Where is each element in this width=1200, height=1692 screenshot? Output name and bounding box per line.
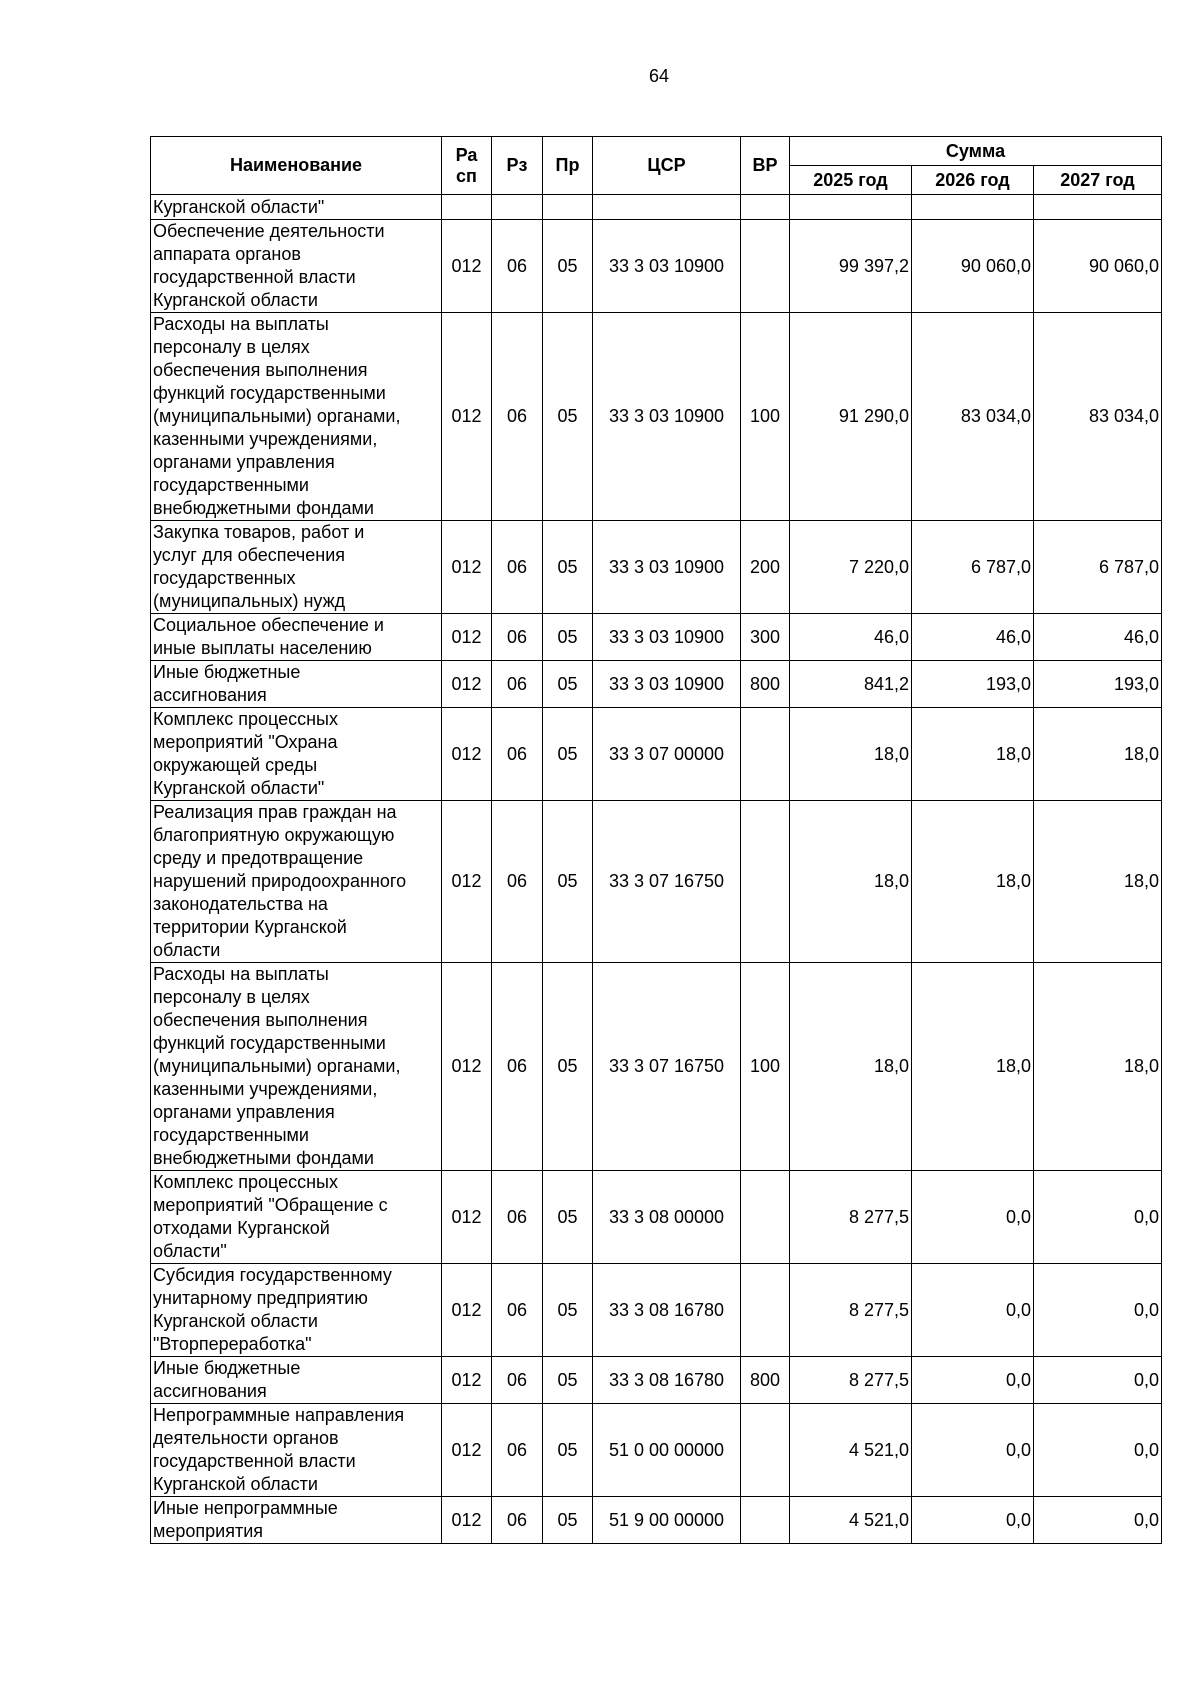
cell-2025: 91 290,0 xyxy=(790,313,912,521)
cell-name xyxy=(151,1497,442,1544)
cell-2026: 193,0 xyxy=(912,661,1034,708)
cell-name-line: Расходы на выплаты xyxy=(153,314,329,334)
cell-2025: 4 521,0 xyxy=(790,1404,912,1497)
cell-name-line: государственной власти xyxy=(153,267,356,287)
cell-name xyxy=(151,195,442,220)
cell-2025: 8 277,5 xyxy=(790,1171,912,1264)
cell-pr: 05 xyxy=(543,521,593,614)
cell-2027: 18,0 xyxy=(1034,963,1162,1171)
cell-2026 xyxy=(912,195,1034,220)
cell-2026: 18,0 xyxy=(912,708,1034,801)
cell-name-line: мероприятия xyxy=(153,1521,264,1541)
page-number: 64 xyxy=(648,66,670,86)
cell-name-line: среду и предотвращение xyxy=(153,848,364,868)
cell-rasp: 012 xyxy=(442,614,492,661)
cell-name-line: благоприятную окружающую xyxy=(153,825,395,845)
header-vr: ВР xyxy=(741,137,790,195)
cell-rasp: 012 xyxy=(442,220,492,313)
cell-csr: 33 3 08 00000 xyxy=(593,1171,741,1264)
table-row xyxy=(151,313,1162,521)
cell-name-line: Непрограммные направления xyxy=(153,1405,405,1425)
cell-rz: 06 xyxy=(492,1404,543,1497)
cell-2027: 46,0 xyxy=(1034,614,1162,661)
cell-2026: 0,0 xyxy=(912,1404,1034,1497)
cell-vr xyxy=(741,195,790,220)
cell-2025: 18,0 xyxy=(790,963,912,1171)
header-name: Наименование xyxy=(151,137,442,195)
cell-name-line: Курганской области xyxy=(153,290,318,310)
cell-csr: 33 3 07 16750 xyxy=(593,963,741,1171)
cell-2025: 4 521,0 xyxy=(790,1497,912,1544)
table-row xyxy=(151,1357,1162,1404)
table-row xyxy=(151,801,1162,963)
cell-vr: 200 xyxy=(741,521,790,614)
cell-rz xyxy=(492,195,543,220)
cell-name-line: нарушений природоохранного xyxy=(153,871,407,891)
cell-name-line: аппарата органов xyxy=(153,244,301,264)
cell-2026: 83 034,0 xyxy=(912,313,1034,521)
cell-pr: 05 xyxy=(543,963,593,1171)
budget-table xyxy=(150,136,1162,1544)
cell-name-line: унитарному предприятию xyxy=(153,1288,368,1308)
cell-2027: 18,0 xyxy=(1034,708,1162,801)
cell-2025: 46,0 xyxy=(790,614,912,661)
cell-vr: 800 xyxy=(741,661,790,708)
cell-name-line: Реализация прав граждан на xyxy=(153,802,397,822)
cell-name-line: Социальное обеспечение и xyxy=(153,615,384,635)
cell-name-line: (муниципальными) органами, xyxy=(153,1056,401,1076)
cell-name xyxy=(151,708,442,801)
cell-name-line: Комплекс процессных xyxy=(153,1172,338,1192)
cell-name-line: Иные непрограммные xyxy=(153,1498,338,1518)
cell-name-line: казенными учреждениями, xyxy=(153,1079,378,1099)
table-row xyxy=(151,195,1162,220)
cell-name-line: законодательства на xyxy=(153,894,328,914)
cell-vr: 100 xyxy=(741,313,790,521)
cell-2027: 90 060,0 xyxy=(1034,220,1162,313)
cell-2025: 99 397,2 xyxy=(790,220,912,313)
table-row xyxy=(151,963,1162,1171)
cell-name-line: мероприятий "Охрана xyxy=(153,732,338,752)
cell-pr: 05 xyxy=(543,1171,593,1264)
cell-csr: 33 3 03 10900 xyxy=(593,220,741,313)
cell-name-line: территории Курганской xyxy=(153,917,347,937)
cell-name xyxy=(151,661,442,708)
header-rasp xyxy=(442,137,492,195)
header-rz: Рз xyxy=(492,137,543,195)
table-row xyxy=(151,1171,1162,1264)
cell-2025: 8 277,5 xyxy=(790,1264,912,1357)
cell-name-line: государственных xyxy=(153,568,296,588)
cell-rasp xyxy=(442,195,492,220)
cell-rz: 06 xyxy=(492,521,543,614)
cell-rasp: 012 xyxy=(442,1497,492,1544)
cell-csr: 51 0 00 00000 xyxy=(593,1404,741,1497)
cell-name-line: деятельности органов xyxy=(153,1428,339,1448)
cell-rz: 06 xyxy=(492,614,543,661)
cell-name-line: государственными xyxy=(153,1125,309,1145)
cell-name-line: Расходы на выплаты xyxy=(153,964,329,984)
cell-name-line: Закупка товаров, работ и xyxy=(153,522,365,542)
cell-pr: 05 xyxy=(543,1497,593,1544)
cell-rz: 06 xyxy=(492,708,543,801)
cell-vr xyxy=(741,801,790,963)
cell-vr: 300 xyxy=(741,614,790,661)
cell-name-line: ассигнования xyxy=(153,1381,267,1401)
cell-name-line: отходами Курганской xyxy=(153,1218,330,1238)
cell-name-line: Курганской области" xyxy=(153,778,325,798)
cell-vr: 100 xyxy=(741,963,790,1171)
cell-2025: 18,0 xyxy=(790,801,912,963)
cell-name-line: окружающей среды xyxy=(153,755,318,775)
cell-2026: 0,0 xyxy=(912,1357,1034,1404)
cell-rasp: 012 xyxy=(442,708,492,801)
cell-name-line: Курганской области xyxy=(153,1474,318,1494)
cell-name-line: (муниципальных) нужд xyxy=(153,591,346,611)
cell-csr: 51 9 00 00000 xyxy=(593,1497,741,1544)
cell-name-line: казенными учреждениями, xyxy=(153,429,378,449)
cell-rz: 06 xyxy=(492,1264,543,1357)
cell-2026: 18,0 xyxy=(912,801,1034,963)
cell-csr: 33 3 07 00000 xyxy=(593,708,741,801)
cell-name-line: обеспечения выполнения xyxy=(153,360,368,380)
cell-name-line: Курганской области xyxy=(153,1311,318,1331)
cell-pr: 05 xyxy=(543,220,593,313)
cell-name-line: внебюджетными фондами xyxy=(153,498,374,518)
cell-pr: 05 xyxy=(543,801,593,963)
cell-csr: 33 3 03 10900 xyxy=(593,521,741,614)
cell-name-line: услуг для обеспечения xyxy=(153,545,346,565)
cell-vr xyxy=(741,1404,790,1497)
cell-2025: 7 220,0 xyxy=(790,521,912,614)
cell-name xyxy=(151,521,442,614)
cell-name xyxy=(151,1357,442,1404)
cell-2027 xyxy=(1034,195,1162,220)
cell-vr xyxy=(741,1264,790,1357)
cell-vr: 800 xyxy=(741,1357,790,1404)
cell-name-line: органами управления xyxy=(153,1102,335,1122)
cell-rz: 06 xyxy=(492,1171,543,1264)
cell-name-line: обеспечения выполнения xyxy=(153,1010,368,1030)
cell-name xyxy=(151,963,442,1171)
cell-name xyxy=(151,313,442,521)
cell-pr: 05 xyxy=(543,661,593,708)
table-row xyxy=(151,708,1162,801)
cell-rasp: 012 xyxy=(442,661,492,708)
cell-pr: 05 xyxy=(543,313,593,521)
cell-csr xyxy=(593,195,741,220)
cell-name-line: персоналу в целях xyxy=(153,337,310,357)
cell-rz: 06 xyxy=(492,963,543,1171)
cell-2026: 0,0 xyxy=(912,1264,1034,1357)
cell-name-line: ассигнования xyxy=(153,685,267,705)
cell-rasp: 012 xyxy=(442,1357,492,1404)
cell-pr: 05 xyxy=(543,1404,593,1497)
cell-rasp: 012 xyxy=(442,1171,492,1264)
cell-name xyxy=(151,614,442,661)
cell-2027: 0,0 xyxy=(1034,1497,1162,1544)
cell-rasp: 012 xyxy=(442,1264,492,1357)
cell-name xyxy=(151,1264,442,1357)
table-row xyxy=(151,1264,1162,1357)
header-rasp-line1: Ра xyxy=(455,144,478,165)
table-header xyxy=(151,137,1162,195)
cell-name-line: Обеспечение деятельности xyxy=(153,221,385,241)
cell-2027: 18,0 xyxy=(1034,801,1162,963)
header-csr: ЦСР xyxy=(593,137,741,195)
cell-name-line: персоналу в целях xyxy=(153,987,310,1007)
cell-name-line: внебюджетными фондами xyxy=(153,1148,374,1168)
cell-2027: 0,0 xyxy=(1034,1357,1162,1404)
cell-pr: 05 xyxy=(543,1357,593,1404)
cell-name xyxy=(151,1171,442,1264)
table-row xyxy=(151,521,1162,614)
cell-csr: 33 3 03 10900 xyxy=(593,614,741,661)
cell-2026: 0,0 xyxy=(912,1171,1034,1264)
cell-2026: 0,0 xyxy=(912,1497,1034,1544)
cell-csr: 33 3 08 16780 xyxy=(593,1357,741,1404)
header-pr: Пр xyxy=(543,137,593,195)
cell-pr: 05 xyxy=(543,614,593,661)
table-row xyxy=(151,614,1162,661)
cell-2027: 0,0 xyxy=(1034,1404,1162,1497)
cell-rz: 06 xyxy=(492,801,543,963)
cell-2025: 841,2 xyxy=(790,661,912,708)
cell-name-line: Иные бюджетные xyxy=(153,1358,301,1378)
cell-rz: 06 xyxy=(492,220,543,313)
cell-csr: 33 3 03 10900 xyxy=(593,661,741,708)
cell-pr: 05 xyxy=(543,708,593,801)
cell-rasp: 012 xyxy=(442,313,492,521)
cell-name-line: иные выплаты населению xyxy=(153,638,372,658)
cell-2026: 90 060,0 xyxy=(912,220,1034,313)
cell-rasp: 012 xyxy=(442,963,492,1171)
cell-rz: 06 xyxy=(492,313,543,521)
cell-name-line: функций государственными xyxy=(153,383,386,403)
cell-vr xyxy=(741,708,790,801)
cell-name xyxy=(151,1404,442,1497)
cell-2026: 46,0 xyxy=(912,614,1034,661)
table-row xyxy=(151,220,1162,313)
cell-rasp: 012 xyxy=(442,1404,492,1497)
cell-pr: 05 xyxy=(543,1264,593,1357)
table-body xyxy=(151,195,1162,1544)
cell-csr: 33 3 08 16780 xyxy=(593,1264,741,1357)
cell-rasp: 012 xyxy=(442,521,492,614)
cell-name xyxy=(151,220,442,313)
cell-vr xyxy=(741,1497,790,1544)
cell-2027: 0,0 xyxy=(1034,1171,1162,1264)
cell-name-line: Иные бюджетные xyxy=(153,662,301,682)
cell-2025 xyxy=(790,195,912,220)
cell-name-line: (муниципальными) органами, xyxy=(153,406,401,426)
cell-2027: 6 787,0 xyxy=(1034,521,1162,614)
cell-csr: 33 3 07 16750 xyxy=(593,801,741,963)
cell-name xyxy=(151,801,442,963)
cell-name-line: органами управления xyxy=(153,452,335,472)
header-2025: 2025 год xyxy=(790,166,912,195)
cell-name-line: области xyxy=(153,940,221,960)
cell-vr xyxy=(741,220,790,313)
cell-rz: 06 xyxy=(492,1357,543,1404)
header-2026: 2026 год xyxy=(912,166,1034,195)
cell-rz: 06 xyxy=(492,1497,543,1544)
table-row xyxy=(151,661,1162,708)
cell-name-line: государственными xyxy=(153,475,309,495)
cell-2025: 18,0 xyxy=(790,708,912,801)
cell-2027: 193,0 xyxy=(1034,661,1162,708)
cell-2026: 6 787,0 xyxy=(912,521,1034,614)
cell-rz: 06 xyxy=(492,661,543,708)
cell-name-line: Субсидия государственному xyxy=(153,1265,392,1285)
cell-pr xyxy=(543,195,593,220)
cell-name-line: Курганской области" xyxy=(153,196,325,217)
header-rasp-line2: сп xyxy=(456,165,477,186)
cell-csr: 33 3 03 10900 xyxy=(593,313,741,521)
cell-name-line: области" xyxy=(153,1241,227,1261)
header-sum: Сумма xyxy=(790,137,1162,166)
cell-name-line: государственной власти xyxy=(153,1451,356,1471)
header-2027: 2027 год xyxy=(1034,166,1162,195)
table-row xyxy=(151,1404,1162,1497)
table-row xyxy=(151,1497,1162,1544)
cell-name-line: функций государственными xyxy=(153,1033,386,1053)
cell-2025: 8 277,5 xyxy=(790,1357,912,1404)
cell-vr xyxy=(741,1171,790,1264)
cell-2027: 0,0 xyxy=(1034,1264,1162,1357)
cell-rasp: 012 xyxy=(442,801,492,963)
cell-2026: 18,0 xyxy=(912,963,1034,1171)
cell-name-line: мероприятий "Обращение с xyxy=(153,1195,388,1215)
cell-name-line: "Вторпереработка" xyxy=(153,1334,312,1354)
cell-2027: 83 034,0 xyxy=(1034,313,1162,521)
cell-name-line: Комплекс процессных xyxy=(153,709,338,729)
